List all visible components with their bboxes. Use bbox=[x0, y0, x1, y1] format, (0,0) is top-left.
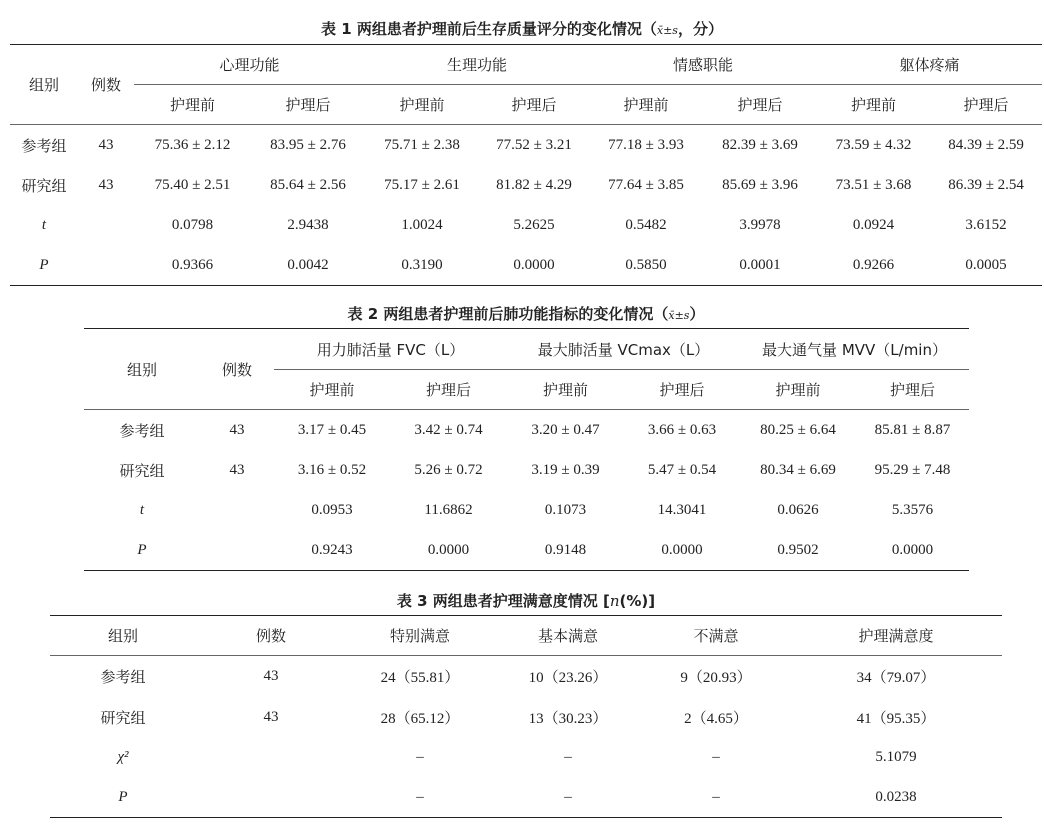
table2-sub-before: 护理前 bbox=[507, 370, 624, 410]
table-cell: 75.36 ± 2.12 bbox=[154, 136, 231, 153]
row-label: P bbox=[84, 531, 200, 571]
table-row bbox=[50, 697, 1002, 738]
table-cell: 82.39 ± 3.69 bbox=[722, 136, 798, 153]
table2-col-n: 例数 bbox=[200, 329, 274, 410]
table-cell: 3.42 ± 0.74 bbox=[414, 421, 483, 438]
table-cell: 0.9366 bbox=[134, 246, 251, 286]
table3-header: 例数 bbox=[196, 616, 346, 656]
row-n: 43 bbox=[229, 421, 245, 438]
table3-header: 护理满意度 bbox=[790, 616, 1002, 656]
table-cell: 0.0000 bbox=[624, 531, 740, 571]
table-cell: – bbox=[564, 749, 572, 765]
table-cell: 0.0798 bbox=[171, 217, 214, 233]
table-row bbox=[10, 125, 1042, 166]
table2-domain-2: 最大通气量 MVV（L/min） bbox=[740, 329, 969, 370]
table-cell: 75.40 ± 2.51 bbox=[154, 177, 231, 193]
table-cell: 0.0000 bbox=[479, 246, 589, 286]
table-cell: 2.9438 bbox=[287, 217, 329, 233]
table-cell: 81.82 ± 4.29 bbox=[496, 177, 572, 193]
row-label: 研究组 bbox=[21, 177, 67, 195]
table1-header-row2 bbox=[10, 85, 1042, 125]
table-cell: 0.9243 bbox=[274, 531, 390, 571]
row-label: 参考组 bbox=[100, 667, 146, 686]
table-cell: 9（20.93） bbox=[680, 669, 752, 686]
table1-sub-before: 护理前 bbox=[134, 85, 251, 125]
table3-caption-n: n bbox=[609, 592, 620, 610]
table1-sub-after: 护理后 bbox=[703, 85, 817, 125]
table-cell: 11.6862 bbox=[424, 502, 473, 518]
table-cell: 3.19 ± 0.39 bbox=[531, 462, 600, 478]
table1-col-n: 例数 bbox=[78, 45, 134, 125]
table2-caption-main: 表 2 两组患者护理前后肺功能指标的变化情况（ bbox=[347, 305, 669, 323]
table3 bbox=[50, 615, 1002, 818]
row-n: 43 bbox=[229, 462, 245, 478]
table2-caption bbox=[0, 303, 1044, 324]
table-cell: 86.39 ± 2.54 bbox=[948, 177, 1024, 193]
table1-caption-main: 表 1 两组患者护理前后生存质量评分的变化情况（ bbox=[321, 20, 657, 38]
table-cell: – bbox=[346, 778, 494, 818]
table-cell: 0.9148 bbox=[507, 531, 624, 571]
table3-header-row bbox=[50, 616, 1002, 656]
table-cell: 5.3576 bbox=[891, 502, 934, 518]
table-row bbox=[10, 166, 1042, 206]
table-cell: 83.95 ± 2.76 bbox=[270, 136, 346, 153]
table3-caption bbox=[0, 590, 1044, 611]
table-cell: 5.1079 bbox=[875, 749, 917, 765]
table-cell: 75.71 ± 2.38 bbox=[384, 136, 460, 153]
table-cell: 84.39 ± 2.59 bbox=[948, 136, 1024, 153]
table-cell: – bbox=[494, 778, 642, 818]
table1-caption bbox=[0, 18, 1044, 39]
table-cell: 0.0953 bbox=[311, 502, 353, 518]
row-n bbox=[196, 778, 346, 818]
row-label: t bbox=[139, 502, 145, 518]
table-cell: 0.0000 bbox=[390, 531, 507, 571]
table-cell: 0.1073 bbox=[544, 502, 587, 518]
table-cell: 0.0626 bbox=[777, 502, 819, 518]
row-n bbox=[196, 738, 346, 778]
row-n bbox=[200, 531, 274, 571]
table-row bbox=[10, 206, 1042, 246]
table-cell: 14.3041 bbox=[657, 502, 707, 518]
table1-caption-tail: ，分） bbox=[677, 20, 723, 38]
table-cell: – bbox=[712, 749, 720, 765]
table1-col-group: 组别 bbox=[10, 45, 78, 125]
table2-header-row1 bbox=[84, 329, 969, 370]
table3-header: 不满意 bbox=[642, 616, 790, 656]
table-cell: 95.29 ± 7.48 bbox=[874, 462, 951, 478]
table-cell: 10（23.26） bbox=[528, 669, 608, 686]
table-cell: 1.0024 bbox=[401, 217, 443, 233]
table2-caption-symbol: x̄±s bbox=[668, 309, 690, 322]
table-cell: 73.51 ± 3.68 bbox=[835, 177, 912, 193]
table-cell: 77.64 ± 3.85 bbox=[608, 177, 684, 193]
table-cell: 28（65.12） bbox=[380, 710, 460, 727]
table-cell: 5.47 ± 0.54 bbox=[647, 462, 717, 478]
table-row bbox=[84, 410, 969, 451]
row-label: 参考组 bbox=[119, 421, 165, 440]
table-cell: 3.16 ± 0.52 bbox=[297, 462, 367, 478]
table1 bbox=[10, 44, 1042, 286]
table-row bbox=[50, 778, 1002, 818]
table-cell: 0.3190 bbox=[365, 246, 479, 286]
table1-sub-after: 护理后 bbox=[930, 85, 1042, 125]
row-n bbox=[200, 491, 274, 531]
table-cell: 0.0000 bbox=[856, 531, 969, 571]
row-n: 43 bbox=[98, 177, 114, 193]
table1-domain-3: 躯体疼痛 bbox=[817, 45, 1042, 85]
table-cell: 77.18 ± 3.93 bbox=[608, 136, 684, 153]
table2-col-group: 组别 bbox=[84, 329, 200, 410]
table-cell: 75.17 ± 2.61 bbox=[384, 177, 460, 193]
table-cell: 41（95.35） bbox=[856, 710, 936, 727]
table-cell: 24（55.81） bbox=[380, 669, 460, 686]
table-row bbox=[84, 451, 969, 491]
table-cell: 0.0005 bbox=[930, 246, 1042, 286]
table3-caption-tail: (%)] bbox=[619, 592, 656, 610]
table-cell: 3.9978 bbox=[739, 217, 781, 233]
row-label: 研究组 bbox=[119, 462, 165, 480]
table-cell: 85.64 ± 2.56 bbox=[270, 177, 346, 193]
table2-sub-after: 护理后 bbox=[856, 370, 969, 410]
row-label: 研究组 bbox=[100, 708, 146, 727]
table-row bbox=[84, 531, 969, 571]
table-row bbox=[50, 738, 1002, 778]
table-cell: 2（4.65） bbox=[684, 710, 748, 727]
row-label: P bbox=[10, 246, 78, 286]
table1-domain-1: 生理功能 bbox=[365, 45, 589, 85]
table-cell: 3.6152 bbox=[965, 217, 1007, 233]
row-n: 43 bbox=[263, 708, 279, 725]
table3-caption-main: 表 3 两组患者护理满意度情况 [ bbox=[396, 592, 610, 610]
table2-sub-before: 护理前 bbox=[274, 370, 390, 410]
table2-domain-1: 最大肺活量 VCmax（L） bbox=[507, 329, 740, 370]
table-cell: 0.9502 bbox=[740, 531, 856, 571]
row-n bbox=[78, 246, 134, 286]
table-cell: 0.0238 bbox=[790, 778, 1002, 818]
table-row bbox=[50, 656, 1002, 697]
table1-caption-symbol: x̄±s bbox=[656, 24, 678, 37]
table3-header: 基本满意 bbox=[494, 616, 642, 656]
row-label: 参考组 bbox=[21, 136, 67, 155]
table-cell: 0.0042 bbox=[251, 246, 365, 286]
table-cell: 5.26 ± 0.72 bbox=[414, 462, 483, 478]
table-cell: 3.66 ± 0.63 bbox=[647, 421, 717, 438]
table3-header: 特别满意 bbox=[346, 616, 494, 656]
table2-domain-0: 用力肺活量 FVC（L） bbox=[274, 329, 507, 370]
table1-domain-2: 情感职能 bbox=[589, 45, 817, 85]
row-label: χ² bbox=[117, 749, 129, 765]
table-cell: 34（79.07） bbox=[856, 669, 936, 686]
table-cell: 5.2625 bbox=[513, 217, 555, 233]
table2-sub-after: 护理后 bbox=[624, 370, 740, 410]
table-row bbox=[10, 246, 1042, 286]
table2-caption-tail: ） bbox=[689, 305, 705, 323]
table1-sub-before: 护理前 bbox=[817, 85, 930, 125]
table1-sub-after: 护理后 bbox=[479, 85, 589, 125]
table-cell: 0.0001 bbox=[703, 246, 817, 286]
row-label: P bbox=[50, 778, 196, 818]
table1-header-row1 bbox=[10, 45, 1042, 85]
table1-sub-before: 护理前 bbox=[365, 85, 479, 125]
table1-sub-before: 护理前 bbox=[589, 85, 703, 125]
table-cell: 0.0924 bbox=[852, 217, 895, 233]
table3-header: 组别 bbox=[50, 616, 196, 656]
table-cell: 80.25 ± 6.64 bbox=[760, 421, 836, 438]
table-row bbox=[84, 491, 969, 531]
table-cell: 0.9266 bbox=[817, 246, 930, 286]
table-cell: 3.17 ± 0.45 bbox=[297, 421, 367, 438]
row-n bbox=[78, 206, 134, 246]
table1-domain-0: 心理功能 bbox=[134, 45, 365, 85]
table2-sub-after: 护理后 bbox=[390, 370, 507, 410]
table2 bbox=[84, 328, 969, 571]
table2-sub-before: 护理前 bbox=[740, 370, 856, 410]
table-cell: 85.69 ± 3.96 bbox=[722, 177, 798, 193]
table-cell: 0.5482 bbox=[625, 217, 667, 233]
table-cell: 73.59 ± 4.32 bbox=[835, 136, 912, 153]
table-cell: 3.20 ± 0.47 bbox=[531, 421, 600, 438]
table-cell: – bbox=[416, 749, 424, 765]
table-cell: – bbox=[642, 778, 790, 818]
table-cell: 13（30.23） bbox=[528, 710, 608, 727]
table-cell: 0.5850 bbox=[589, 246, 703, 286]
row-n: 43 bbox=[263, 667, 279, 684]
table-cell: 77.52 ± 3.21 bbox=[496, 136, 572, 153]
table-cell: 85.81 ± 8.87 bbox=[874, 421, 951, 438]
row-label: t bbox=[41, 217, 47, 233]
row-n: 43 bbox=[98, 136, 114, 153]
table-cell: 80.34 ± 6.69 bbox=[760, 462, 836, 478]
table1-sub-after: 护理后 bbox=[251, 85, 365, 125]
